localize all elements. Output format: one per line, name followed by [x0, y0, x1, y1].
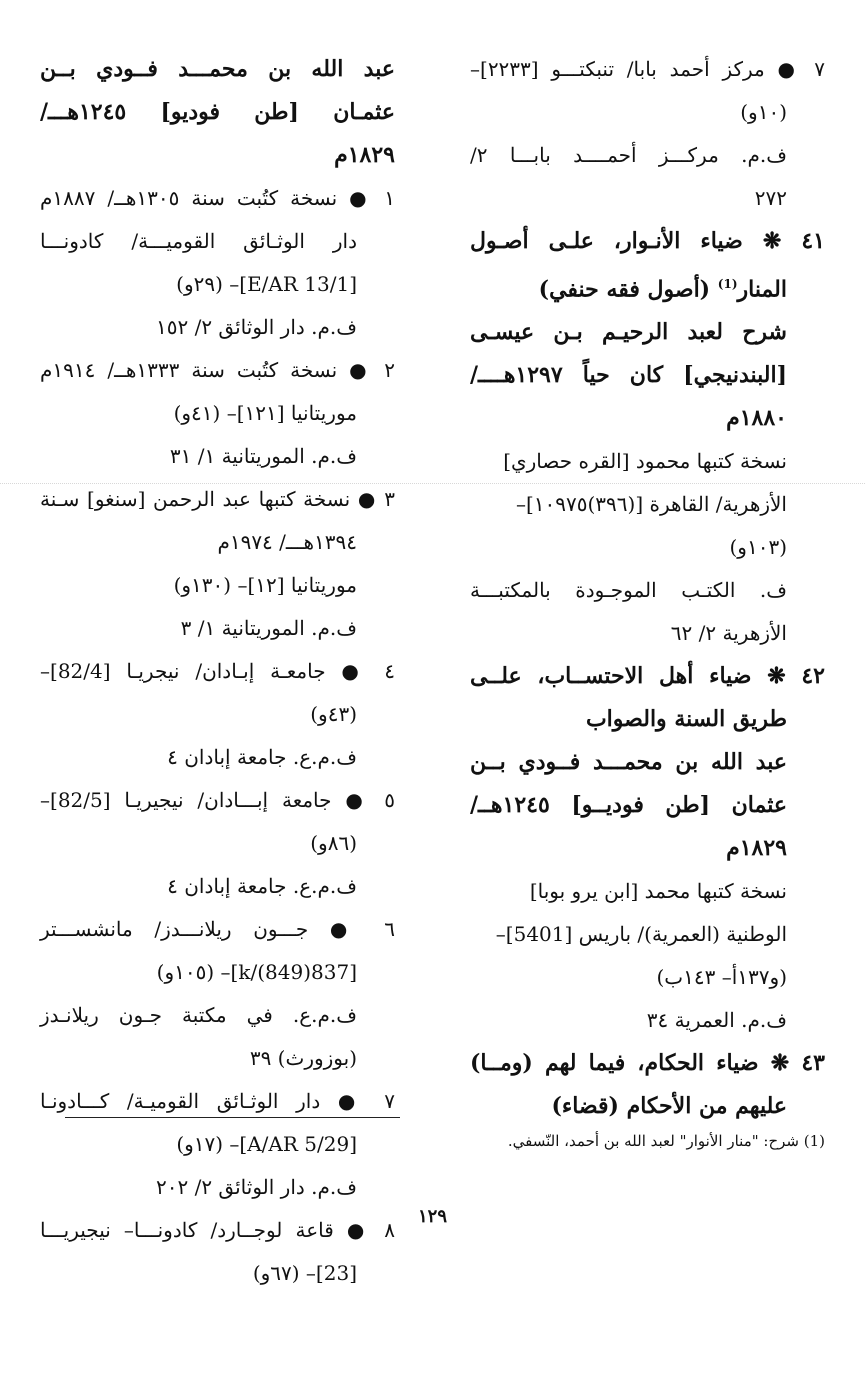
right-column [470, 48, 825, 1128]
list-item [40, 478, 395, 650]
footnote: (1) شرح: "منار الأنوار" لعبد الله بن أحمد، النّسفي. [507, 1132, 825, 1150]
manuscript-folio: (١٠٣و) [729, 535, 787, 560]
catalog-reference: ف.م. الموريتانية ١/ ٣ [180, 616, 357, 640]
entry-42-author: عبد الله بن محمـــد فــودي بــن [470, 749, 787, 776]
item-line: [A/AR 5/29]– (١٧و) [176, 1132, 357, 1156]
list-item [40, 1080, 395, 1209]
item-line: دار الوثـائق القوميـــة/ كادونـــا [40, 229, 357, 253]
manuscript-line: نسخة كتبها محمد [ابن يرو بوبا] [529, 879, 787, 904]
author-heading: عبد الله بن محمـــد فــودي بــن [40, 56, 395, 82]
item-line: [E/AR 13/1]– (٢٩و) [176, 272, 357, 296]
catalog-reference: ف.م. العمرية ٣٤ [646, 1008, 787, 1033]
manuscript-folio: (و١٣٧أ– ١٤٣ب) [656, 965, 787, 990]
list-item [40, 779, 395, 908]
item-line: ٢ ● نسخة كتُبت سنة ١٣٣٣هــ/ ١٩١٤م [40, 358, 395, 382]
list-item [40, 349, 395, 478]
list-item [40, 908, 395, 1080]
author-date: ١٨٢٩م [334, 142, 395, 168]
footnote-divider [65, 1117, 400, 1118]
footnote-marker: (1) [717, 277, 738, 291]
page-number: ١٢٩ [417, 1206, 447, 1227]
entry-42-title: طريق السنة والصواب [585, 706, 787, 733]
item-line: [23]– (٦٧و) [252, 1261, 357, 1285]
list-item [40, 177, 395, 349]
entry-41-author: [البندنيجي] كان حياً ١٢٩٧هــــ/ [470, 362, 787, 389]
item-line: [837(849)/k]– (١٠٥و) [156, 960, 357, 984]
catalog-reference: (بوزورث) ٣٩ [249, 1046, 357, 1070]
item-line: ٧ ● دار الوثـائق القوميـة/ كـــادونـا [40, 1089, 395, 1113]
left-column [40, 48, 395, 1295]
item-line: موريتانيا [١٢]– (١٣٠و) [173, 573, 357, 597]
manuscript-line: الوطنية (العمرية)/ باريس [5401]– [495, 922, 787, 947]
entry-41-author: شرح لعبد الرحيـم بـن عيسـى [470, 319, 787, 346]
entry-43-title: عليهم من الأحكام (قضاء) [551, 1093, 787, 1120]
catalog-reference: ف. الكتـب الموجـودة بالمكتبـــة [470, 578, 787, 603]
catalog-reference: ف.م. دار الوثائق ٢/ ١٥٢ [155, 315, 357, 339]
catalog-reference: ف.م.ع. في مكتبة جـون ريلانـدز [40, 1003, 357, 1027]
entry-42-title: ٤٢ ❋ ضياء أهل الاحتســاب، علــى [470, 663, 825, 690]
entry-folio: (١٠و) [740, 100, 787, 124]
entry-42-date: ١٨٢٩م [726, 835, 787, 862]
entry-line: ٧ ● مركز أحمد بابا/ تنبكتـــو [٢٢٣٣]– [470, 57, 825, 81]
entry-41-title: المنار$^{(1)}$ (أصول فقه حنفي) [538, 276, 787, 303]
item-line: (٨٦و) [310, 831, 357, 855]
entry-42-author: عثمان [طن فوديــو] ١٢٤٥هــ/ [470, 792, 787, 819]
item-line: ٣ ● نسخة كتبها عبد الرحمن [سنغو] سـنة [40, 487, 395, 511]
item-line: ٨ ● قاعة لوجــارد/ كادونـــا– نيجيريـــا [40, 1218, 395, 1242]
item-line: ٤ ● جامعـة إبـادان/ نيجريـا [82/4]– [40, 659, 395, 683]
catalog-reference: ف.م. مركـــز أحمــــد بابـــا ٢/ [470, 143, 787, 167]
catalog-reference: ف.م. الموريتانية ١/ ٣١ [169, 444, 357, 468]
catalog-reference: الأزهرية ٢/ ٦٢ [670, 621, 787, 646]
catalog-reference: ف.م.ع. جامعة إبادان ٤ [167, 874, 357, 898]
entry-43-title: ٤٣ ❋ ضياء الحكام، فيما لهم (ومــا) [470, 1050, 825, 1077]
item-line: ٦ ● جـــون ريلانـــدز/ مانشســـتر [40, 917, 395, 941]
entry-41-date: ١٨٨٠م [726, 405, 787, 432]
item-line: (٤٣و) [310, 702, 357, 726]
item-line: ٥ ● جامعة إبـــادان/ نيجيريـا [82/5]– [40, 788, 395, 812]
list-item [40, 650, 395, 779]
item-line: ١ ● نسخة كتُبت سنة ١٣٠٥هــ/ ١٨٨٧م [40, 186, 395, 210]
manuscript-line: نسخة كتبها محمود [القره حصاري] [503, 449, 787, 474]
author-heading: عثمـان [طن فوديو] ١٢٤٥هـــ/ [40, 99, 395, 125]
catalog-reference: ف.م.ع. جامعة إبادان ٤ [167, 745, 357, 769]
catalog-reference: ٢٧٢ [754, 186, 787, 210]
item-line: ١٣٩٤هـــ/ ١٩٧٤م [217, 530, 357, 554]
catalog-reference: ف.م. دار الوثائق ٢/ ٢٠٢ [155, 1175, 357, 1199]
item-line: موريتانيا [١٢١]– (٤١و) [173, 401, 357, 425]
entry-41-title: ٤١ ❋ ضياء الأنـوار، علـى أصـول [470, 228, 825, 254]
manuscript-line: الأزهرية/ القاهرة [(٣٩٦)١٠٩٧٥]– [515, 492, 787, 517]
